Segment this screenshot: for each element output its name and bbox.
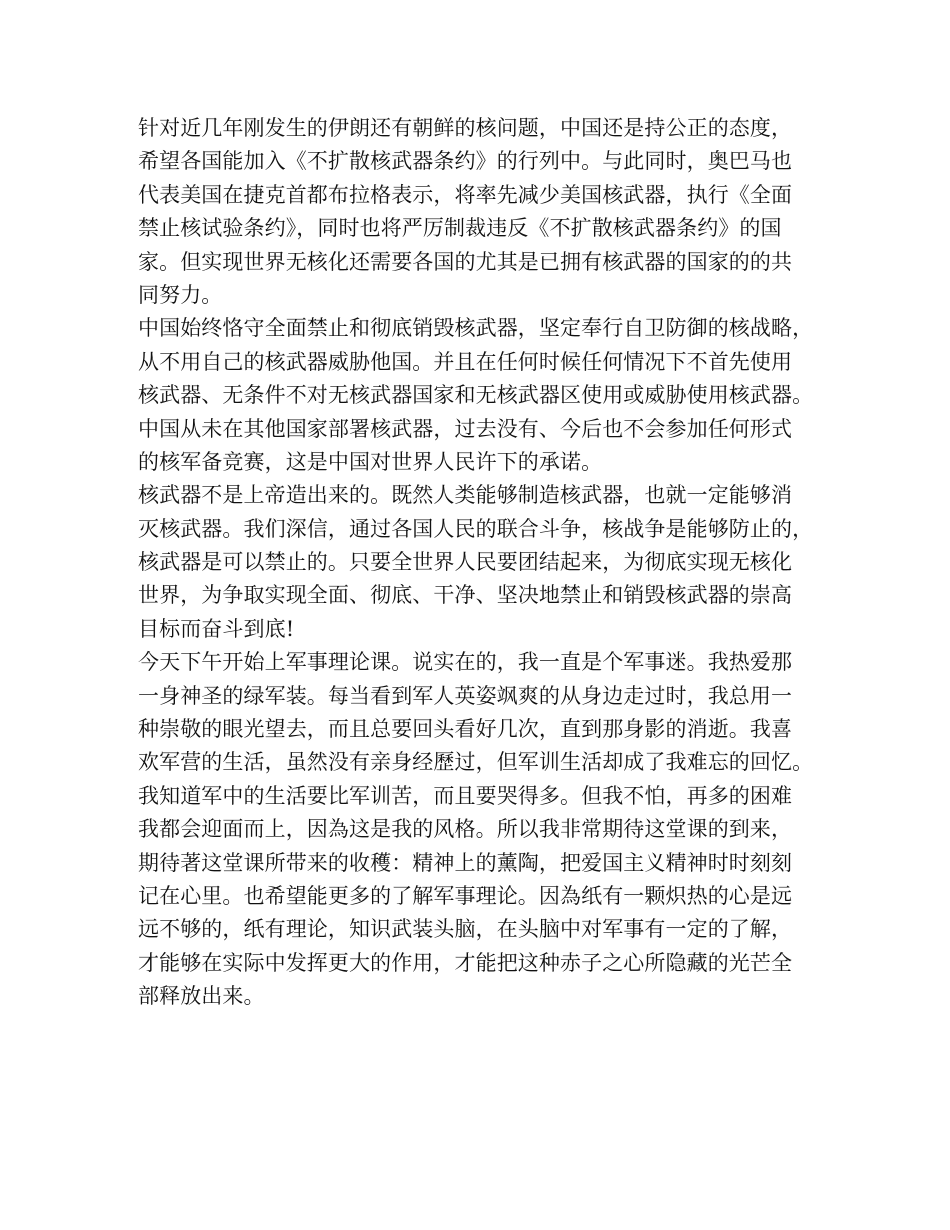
text-line: 家。但实现世界无核化还需要各国的尤其是已拥有核武器的国家的的共 <box>138 249 793 274</box>
text-line: 中国从未在其他国家部署核武器，过去没有、今后也不会参加任何形式 <box>138 416 793 441</box>
text-line: 欢军营的生活，虽然没有亲身经歷过，但军训生活却成了我难忘的回忆。 <box>138 750 814 775</box>
text-line: 核武器不是上帝造出来的。既然人类能够制造核武器，也就一定能够消 <box>138 483 793 508</box>
text-line: 针对近几年刚发生的伊朗还有朝鲜的核问题，中国还是持公正的态度， <box>138 116 793 140</box>
text-line: 目标而奋斗到底! <box>138 616 295 641</box>
text-line: 禁止核试验条约》，同时也将严厉制裁违反《不扩散核武器条约》的国 <box>138 216 782 241</box>
text-line: 从不用自己的核武器威胁他国。并且在任何时候任何情况下不首先使用 <box>138 349 793 374</box>
text-line: 才能够在实际中发挥更大的作用，才能把这种赤子之心所隐藏的光芒全 <box>138 950 793 975</box>
text-line: 灭核武器。我们深信，通过各国人民的联合斗争，核战争是能够防止的， <box>138 516 814 541</box>
text-line: 我都会迎面而上，因為这是我的风格。所以我非常期待这堂课的到来， <box>138 817 793 842</box>
text-line: 我知道军中的生活要比军训苦，而且要哭得多。但我不怕，再多的困难 <box>138 783 793 808</box>
text-line: 远不够的，纸有理论，知识武装头脑，在头脑中对军事有一定的了解， <box>138 917 793 942</box>
text-line: 的核军备竞赛，这是中国对世界人民许下的承诺。 <box>138 449 603 474</box>
text-line: 代表美国在捷克首都布拉格表示，将率先减少美国核武器，执行《全面 <box>138 182 793 207</box>
text-line: 期待著这堂课所带来的收穫：精神上的薰陶，把爱国主义精神时时刻刻 <box>138 850 793 875</box>
text-line: 希望各国能加入《不扩散核武器条约》的行列中。与此同时，奥巴马也 <box>138 149 793 174</box>
text-line: 中国始终恪守全面禁止和彻底销毁核武器，坚定奉行自卫防御的核战略， <box>138 316 814 341</box>
text-line: 记在心里。也希望能更多的了解军事理论。因為纸有一颗炽热的心是远 <box>138 883 793 908</box>
text-line: 部释放出来。 <box>138 984 265 1009</box>
text-line: 种崇敬的眼光望去，而且总要回头看好几次，直到那身影的消逝。我喜 <box>138 717 793 742</box>
text-line: 世界，为争取实现全面、彻底、干净、坚决地禁止和销毁核武器的崇高 <box>138 583 793 608</box>
body-text <box>138 112 828 1014</box>
text-line: 核武器、无条件不对无核武器国家和无核武器区使用或威胁使用核武器。 <box>138 383 814 408</box>
text-line: 同努力。 <box>138 282 223 307</box>
text-line: 核武器是可以禁止的。只要全世界人民要团结起来，为彻底实现无核化 <box>138 550 793 575</box>
text-line: 一身神圣的绿军装。每当看到军人英姿飒爽的从身边走过时，我总用一 <box>138 683 793 708</box>
text-line: 今天下午开始上军事理论课。说实在的，我一直是个军事迷。我热爱那 <box>138 650 793 675</box>
